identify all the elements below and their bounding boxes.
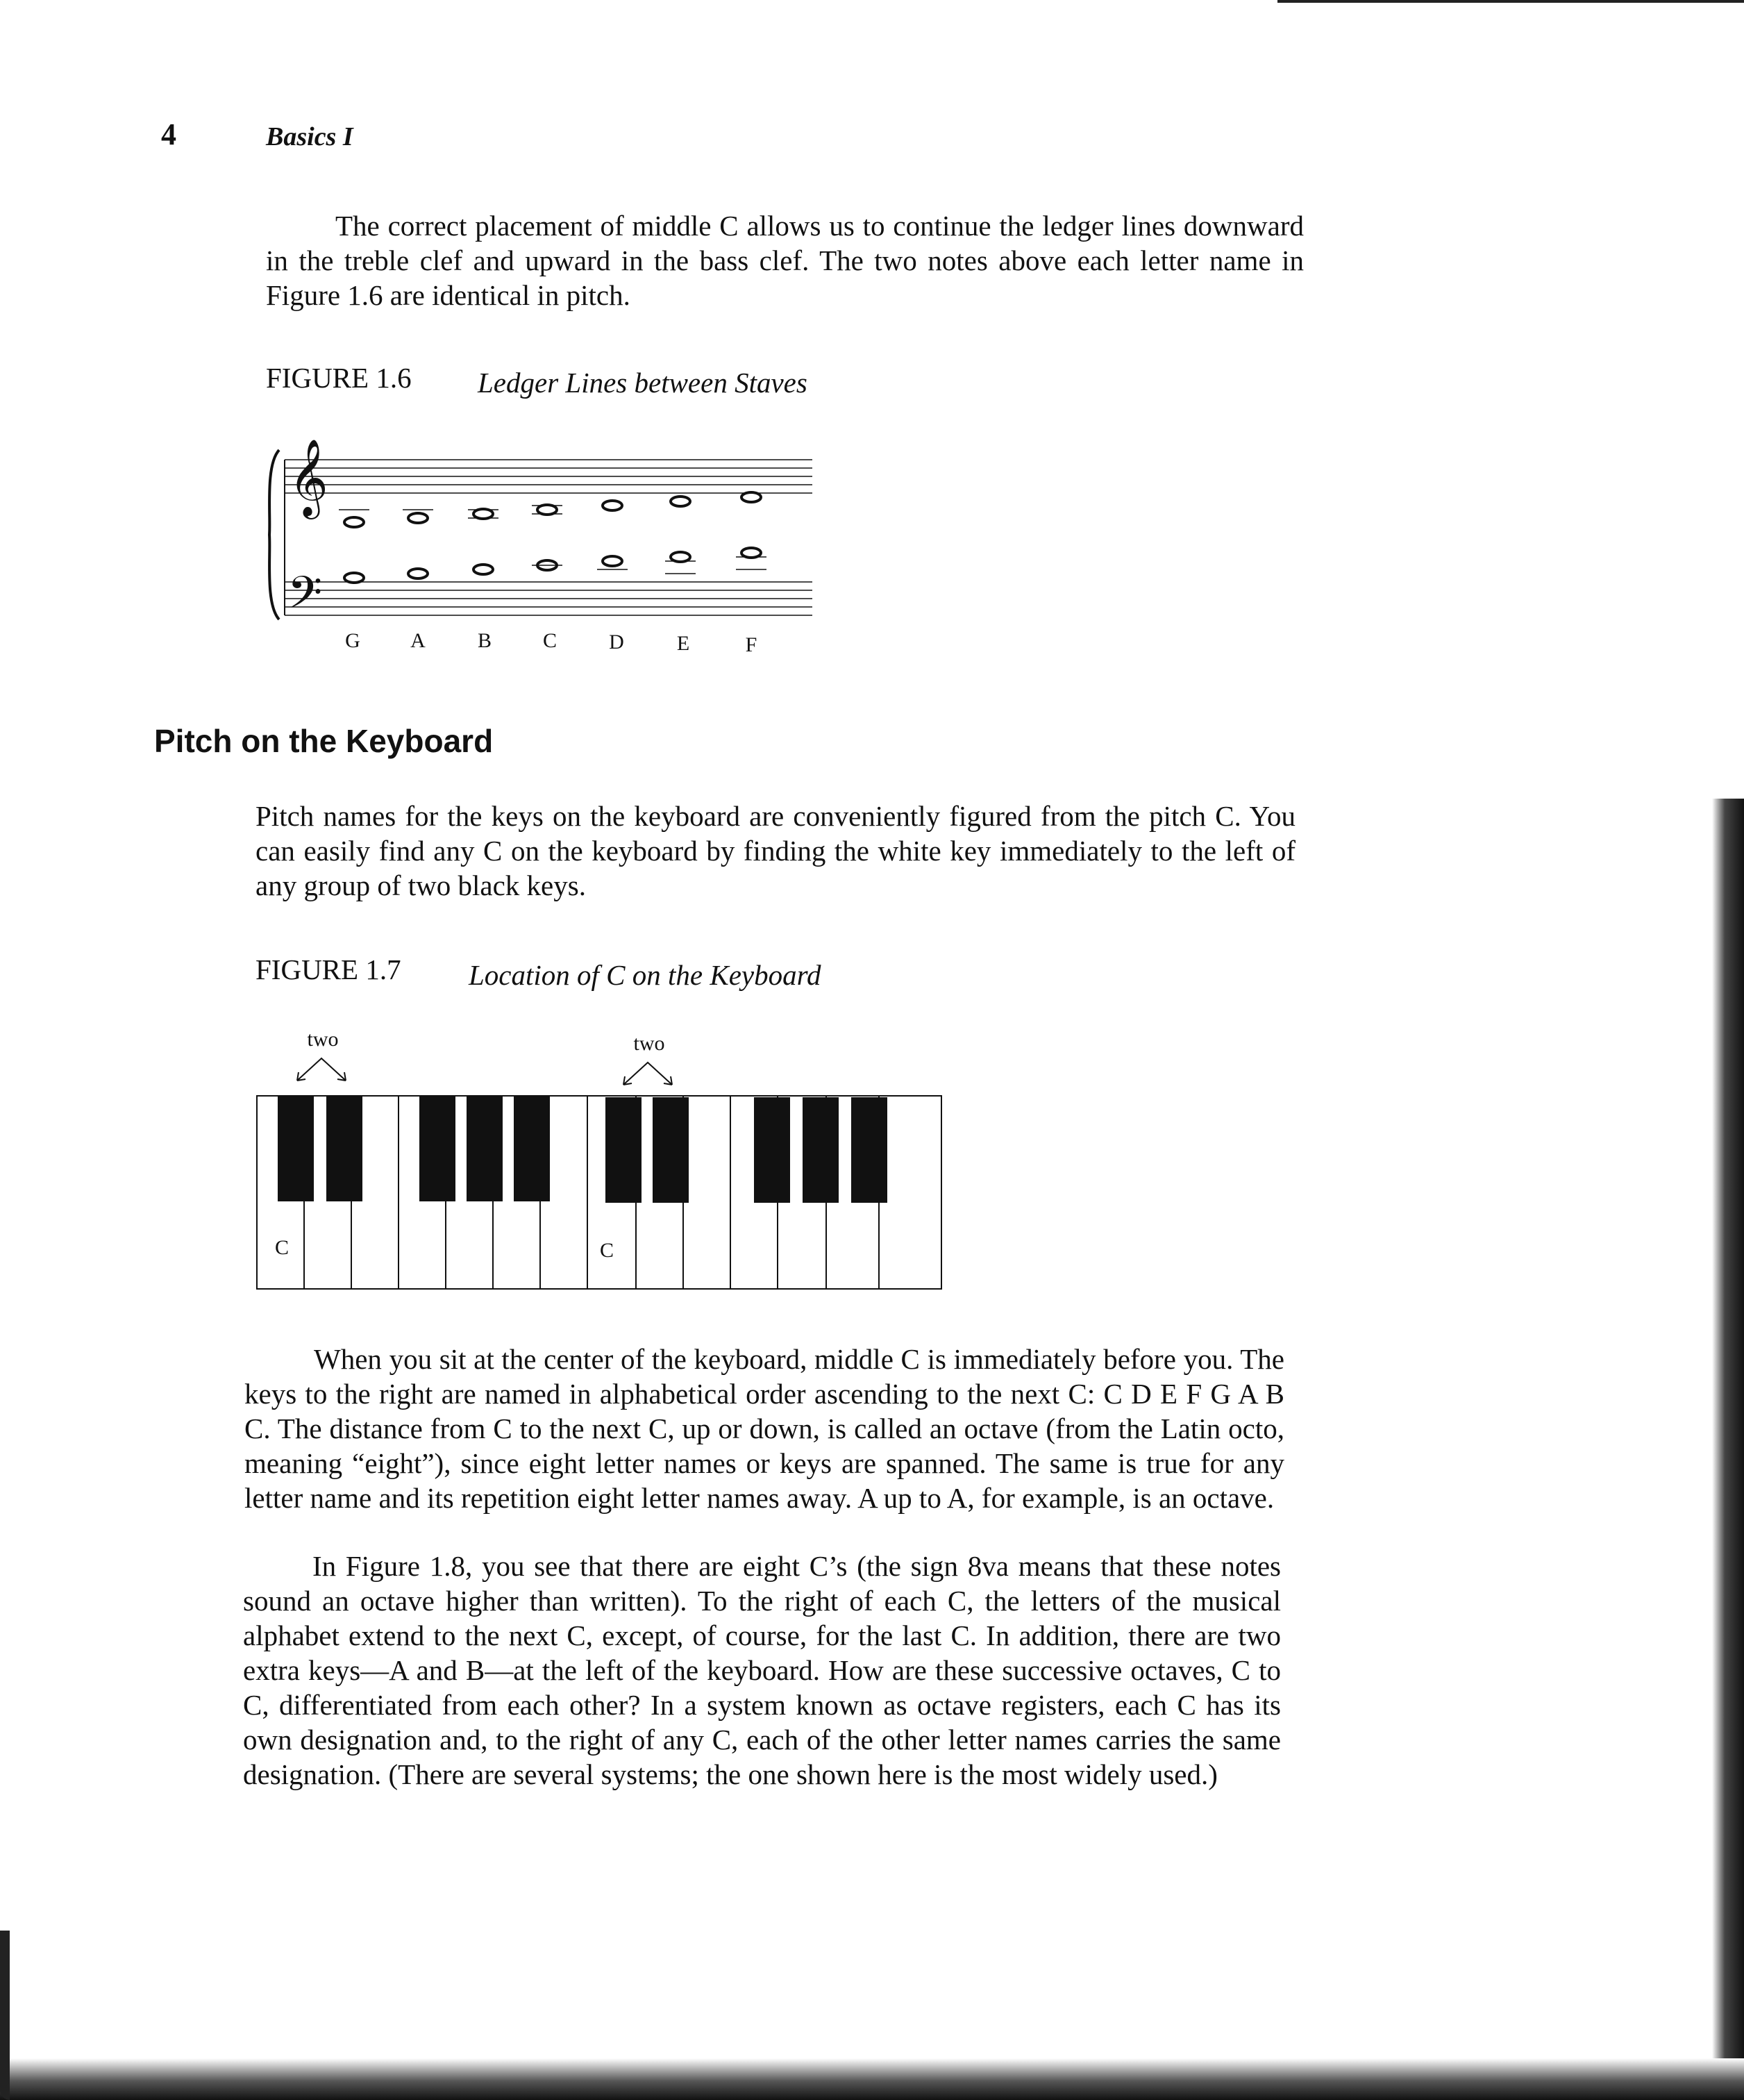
note-letter: C	[542, 629, 557, 652]
figure-1-7-label: FIGURE 1.7	[255, 953, 401, 985]
note-letter: A	[410, 629, 426, 652]
two-label: two	[307, 1028, 339, 1051]
figure-1-6-label: FIGURE 1.6	[266, 362, 412, 394]
keyboard-paragraph: Pitch names for the keys on the keyboard are conveniently figured from the pitch C. You can easily find any C on the keyboard by finding the white key immediately to the left of any group of two black keys.	[255, 800, 1296, 901]
body-paragraph-2: In Figure 1.8, you see that there are eight C’s (the sign 8va means that these notes sound an octave higher than written). To the right of each C, the letters of the musical alphabet extend to the next C, except, of course, for the last C. In addition, there are two extra keys—A and B—at the left of the keyboard. How are these successive octaves, C to C, differentiated from each other? In a system known as octave registers, each C has its own designation and, to the right of any C, each of the other letter names carries the same designation. (There are several systems; the one shown here is the most widely used.)	[243, 1550, 1281, 1790]
figure-1-6-grand-staff	[264, 431, 819, 667]
scan-edge-left	[0, 1931, 10, 2100]
section-heading: Pitch on the Keyboard	[154, 723, 494, 759]
figure-1-7-keyboard	[250, 1021, 944, 1292]
running-title: Basics I	[266, 122, 353, 151]
bass-clef-icon: 𝄢	[287, 568, 323, 628]
two-label: two	[633, 1032, 665, 1055]
scan-edge-bottom	[0, 2058, 1744, 2100]
note-letter: B	[477, 629, 492, 652]
arrow-icon	[297, 1058, 672, 1085]
body-paragraph-1: When you sit at the center of the keyboard, middle C is immediately before you. The keys to the right are named in alphabetical order ascending to the next C: C D E F G A B C. The distance from C to the next C, up or down, is called an octave (from the Latin octo, meaning “eight”), since eight letter names or keys are spanned. The same is true for any letter name and its repetition eight letter names away. A up to A, for example, is an octave.	[244, 1343, 1284, 1514]
intro-paragraph: The correct placement of middle C allows us to continue the ledger lines downward in the treble clef and upward in the bass clef. The two notes above each letter name in Figure 1.6 are identical in pitch.	[266, 210, 1304, 311]
figure-1-6-title: Ledger Lines between Staves	[478, 367, 807, 399]
note-letter: E	[676, 632, 690, 655]
note-letter: F	[745, 633, 757, 656]
page-number: 4	[161, 117, 176, 151]
c-key-label: C	[600, 1239, 614, 1262]
scan-edge-top	[1277, 0, 1744, 3]
note-letter: D	[609, 631, 624, 653]
c-key-label: C	[275, 1236, 290, 1259]
scan-edge-right	[1712, 799, 1744, 2100]
note-letter: G	[345, 629, 360, 652]
figure-1-7-title: Location of C on the Keyboard	[469, 959, 821, 991]
treble-clef-icon: 𝄞	[289, 440, 328, 515]
